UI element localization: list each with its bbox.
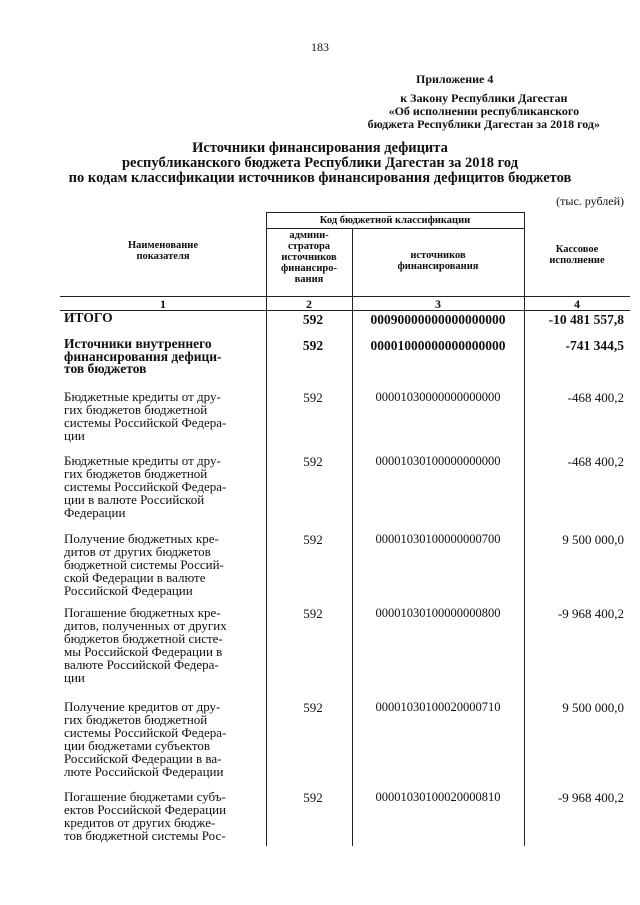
row-amount: -468 400,2 — [567, 390, 624, 405]
row-name-line: гих бюджетов бюджетной — [64, 466, 208, 481]
sources-table — [60, 212, 630, 846]
appendix-ref-line: к Закону Республики Дагестан — [400, 91, 568, 105]
row-amount: 9 500 000,0 — [562, 532, 624, 547]
row-admin-code: 592 — [303, 454, 323, 469]
row-name — [64, 454, 260, 519]
row-name — [64, 312, 260, 325]
row-admin-code: 592 — [303, 390, 323, 405]
row-name-line: системы Российской Федера- — [64, 725, 227, 740]
row-amount: -9 968 400,2 — [557, 606, 624, 621]
row-name-line: валюте Российской Федера- — [64, 657, 219, 672]
header-line: вания — [294, 274, 324, 285]
row-name — [64, 390, 260, 442]
row-name-line: Источники внутреннего — [64, 336, 212, 351]
row-source-code: 00001000000000000000 — [370, 338, 506, 353]
title-line: по кодам классификации источников финансирования дефицитов бюджетов — [68, 170, 572, 186]
row-name-line: Бюджетные кредиты от дру- — [64, 453, 221, 468]
title-line: республиканского бюджета Республики Дагестан за 2018 год — [121, 155, 519, 171]
row-name-line: гих бюджетов бюджетной — [64, 402, 208, 417]
code-group-rule — [266, 228, 524, 229]
header-line: финансирования — [397, 261, 479, 272]
header-line: админи- — [289, 230, 329, 241]
row-name-line: дитов, полученных от других — [64, 618, 227, 633]
row-amount: 9 500 000,0 — [562, 700, 624, 715]
row-name — [64, 338, 260, 376]
document-title — [0, 141, 640, 186]
row-amount: -741 344,5 — [565, 338, 624, 353]
row-name-line: ции — [64, 670, 85, 685]
row-source-code: 00001030100000000000 — [375, 454, 501, 468]
row-amount: -9 968 400,2 — [557, 790, 624, 805]
header-line: стратора — [287, 241, 331, 252]
row-admin-code: 592 — [303, 606, 323, 621]
column-number: 2 — [306, 297, 312, 311]
code-group-header: Код бюджетной классификации — [319, 215, 471, 226]
row-name-line: системы Российской Федера- — [64, 415, 227, 430]
header-line: источников — [410, 250, 466, 261]
header-line: источников — [281, 252, 337, 263]
row-name — [64, 606, 260, 684]
row-name — [64, 790, 260, 842]
row-source-code: 00001030100020000810 — [375, 790, 501, 804]
units-note: (тыс. рублей) — [556, 194, 624, 208]
row-name-line: Получение бюджетных кре- — [64, 531, 219, 546]
column-number: 4 — [574, 297, 580, 311]
page-number: 183 — [311, 40, 329, 54]
row-admin-code: 592 — [303, 790, 323, 805]
row-admin-code: 592 — [303, 532, 323, 547]
header-line: финансиро- — [281, 263, 337, 274]
appendix-reference — [368, 92, 600, 131]
row-name-line: тов бюджетной системы Рос- — [64, 828, 226, 843]
header-line: Наименование — [128, 240, 198, 251]
row-name-line: бюджетной системы Россий- — [64, 557, 224, 572]
row-source-code: 00001030100000000800 — [375, 606, 501, 620]
row-name-line: люте Российской Федерации — [64, 764, 224, 779]
appendix-ref-line: «Об исполнении республиканского — [388, 104, 580, 118]
row-name-line: ции бюджетами субъектов — [64, 738, 211, 753]
row-name-line: Российской Федерации — [64, 583, 193, 598]
row-source-code: 00001030100020000710 — [375, 700, 501, 714]
row-name-line: Погашение бюджетами субъ- — [64, 789, 226, 804]
admin-column-header — [266, 230, 352, 285]
row-name-line: кредитов от других бюдже- — [64, 815, 216, 830]
table-top-rule — [266, 212, 524, 213]
row-name-line: ции — [64, 428, 85, 443]
row-source-code: 00001030000000000000 — [375, 390, 501, 404]
title-line: Источники финансирования дефицита — [192, 140, 448, 156]
row-admin-code: 592 — [302, 312, 324, 327]
row-admin-code: 592 — [302, 338, 324, 353]
row-name — [64, 700, 260, 778]
row-amount: -10 481 557,8 — [548, 312, 624, 327]
row-name-line: финансирования дефици- — [64, 348, 222, 364]
header-line: исполнение — [549, 255, 605, 266]
row-name-line: ции в валюте Российской — [64, 492, 205, 507]
column-number: 3 — [435, 297, 441, 311]
name-column-header — [60, 240, 266, 262]
row-name-line: дитов от других бюджетов — [64, 544, 211, 559]
execution-column-header — [524, 244, 630, 266]
row-name-line: тов бюджетов — [64, 361, 147, 376]
row-admin-code: 592 — [303, 700, 323, 715]
row-name — [64, 532, 260, 597]
row-name-line: ИТОГО — [64, 310, 113, 325]
row-name-line: Погашение бюджетных кре- — [64, 605, 221, 620]
header-line: показателя — [136, 251, 190, 262]
column-number: 1 — [160, 297, 166, 311]
source-column-header — [352, 250, 524, 272]
row-name-line: Российской Федерации в ва- — [64, 751, 222, 766]
row-name-line: ской Федерации в валюте — [64, 570, 206, 585]
row-name-line: системы Российской Федера- — [64, 479, 227, 494]
row-name-line: мы Российской Федерации в — [64, 644, 223, 659]
row-name-line: гих бюджетов бюджетной — [64, 712, 208, 727]
appendix-label: Приложение 4 — [416, 72, 494, 86]
row-source-code: 00001030100000000700 — [375, 532, 501, 546]
row-amount: -468 400,2 — [567, 454, 624, 469]
row-name-line: Бюджетные кредиты от дру- — [64, 389, 221, 404]
row-name-line: Федерации — [64, 505, 126, 520]
row-source-code: 00090000000000000000 — [370, 312, 506, 327]
appendix-ref-line: бюджета Республики Дагестан за 2018 год» — [367, 117, 600, 131]
row-name-line: Получение кредитов от дру- — [64, 699, 221, 714]
row-name-line: ектов Российской Федерации — [64, 802, 227, 817]
row-name-line: бюджетов бюджетной систе- — [64, 631, 223, 646]
header-line: Кассовое — [555, 244, 599, 255]
